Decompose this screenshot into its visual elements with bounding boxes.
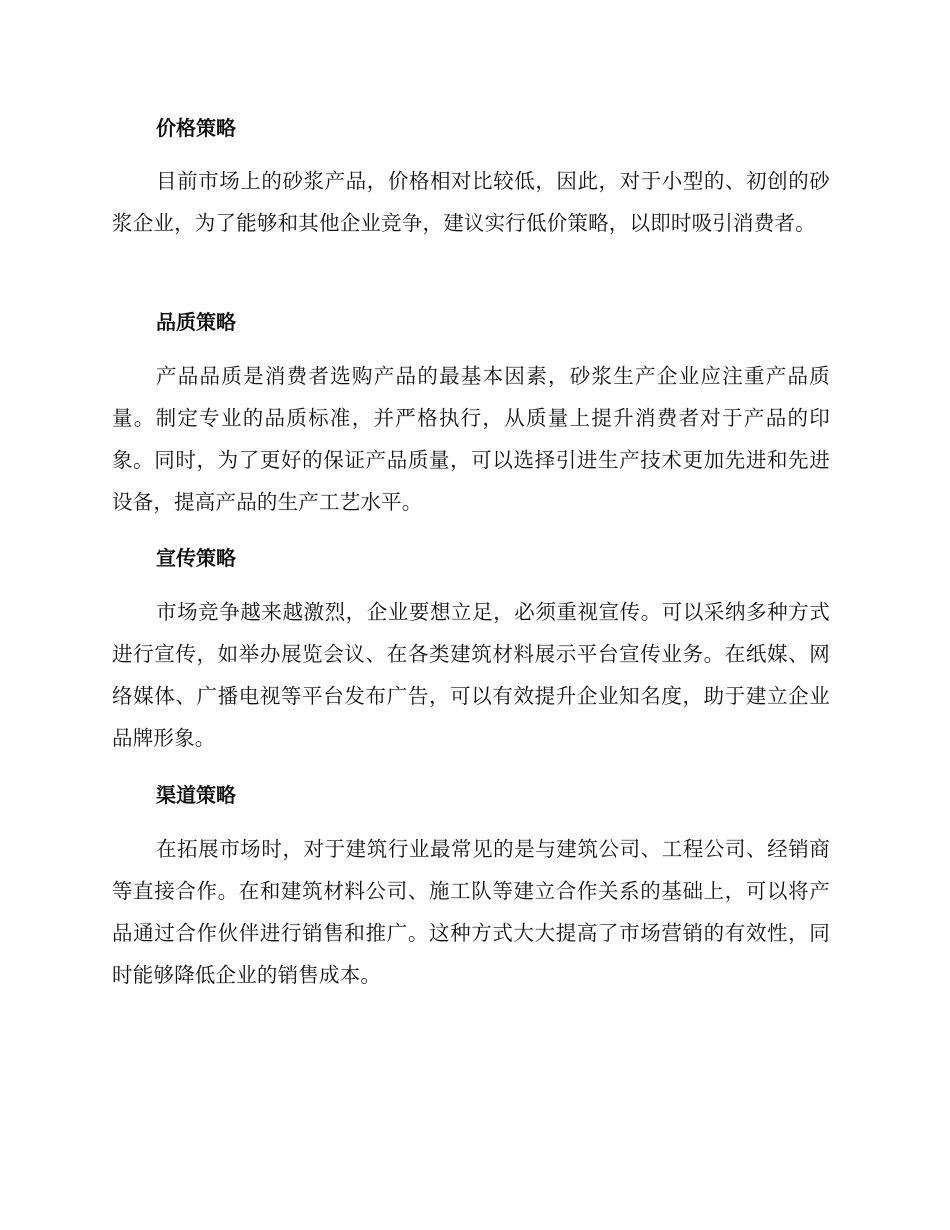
section-body-channel: 在拓展市场时，对于建筑行业最常见的是与建筑公司、工程公司、经销商等直接合作。在和建筑材料公司、施工队等建立合作关系的基础上，可以将产品通过合作伙伴进行销售和推广。这种方式大大提高了市场营销的有效性，同时能够降低企业的销售成本。 [112,837,830,987]
section-body-quality: 产品品质是消费者选购产品的最基本因素，砂浆生产企业应注重产品质量。制定专业的品质标准，并严格执行，从质量上提升消费者对于产品的印象。同时，为了更好的保证产品质量，可以选择引进生产技术更加先进和先进设备，提高产品的生产工艺水平。 [112,364,830,514]
section-heading-promotion: 宣传策略 [156,546,236,570]
section-heading-quality: 品质策略 [156,310,236,334]
section-body-pricing: 目前市场上的砂浆产品，价格相对比较低，因此，对于小型的、初创的砂浆企业，为了能够和其他企业竞争，建议实行低价策略，以即时吸引消费者。 [112,169,830,235]
section-heading-pricing: 价格策略 [156,116,236,140]
section-body-promotion: 市场竞争越来越激烈，企业要想立足，必须重视宣传。可以采纳多种方式进行宣传，如举办展览会议、在各类建筑材料展示平台宣传业务。在纸媒、网络媒体、广播电视等平台发布广告，可以有效提升企业知名度，助于建立企业品牌形象。 [112,600,830,750]
section-heading-channel: 渠道策略 [156,783,236,807]
